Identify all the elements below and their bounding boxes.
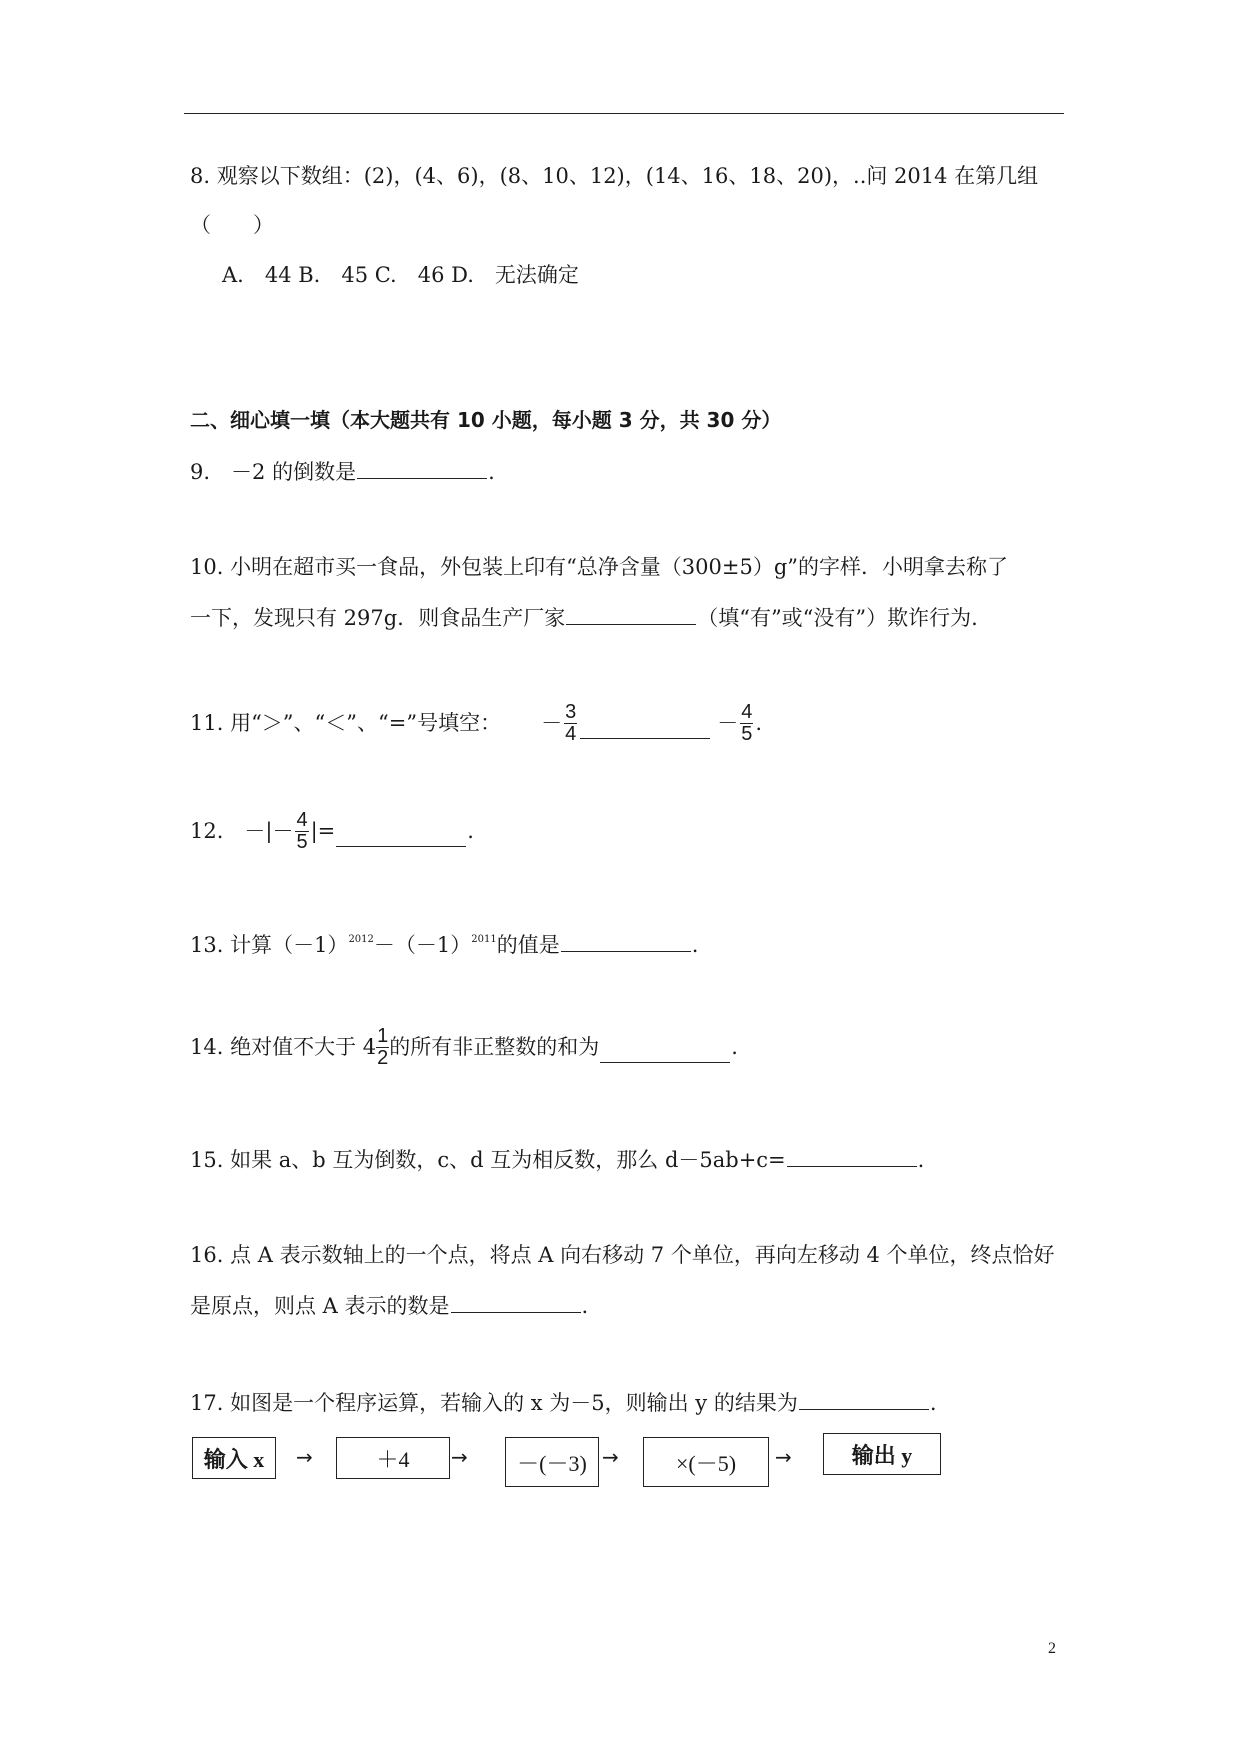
fraction (295, 810, 308, 853)
question-17-text: 17. 如图是一个程序运算，若输入的 x 为－5，则输出 y 的结果为 (190, 1391, 798, 1415)
header-rule (184, 113, 1064, 114)
question-12 (190, 802, 474, 860)
minus-sign: － (541, 711, 563, 735)
question-13-after: 的值是 (496, 933, 560, 957)
question-10-line-1: 10. 小明在超市买一食品，外包装上印有“总净含量（300±5）g”的字样．小明拿去称了 (190, 555, 1009, 579)
question-16-end: . (581, 1294, 589, 1318)
question-8-text: 8. 观察以下数组：(2)，(4、6)，(8、10、12)，(14、16、18、20)，..问 2014 在第几组 (190, 164, 1039, 188)
question-15-text: 15. 如果 a、b 互为倒数，c、d 互为相反数，那么 d－5ab+c= (190, 1148, 786, 1172)
answer-blank[interactable] (799, 1387, 929, 1410)
answer-blank[interactable] (566, 602, 696, 625)
question-10-line-2 (190, 602, 978, 632)
minus-sign: － (717, 711, 739, 735)
page-number: 2 (1048, 1640, 1056, 1657)
answer-blank[interactable] (451, 1290, 581, 1313)
fraction-numerator: 4 (741, 700, 753, 723)
fraction-numerator: 1 (377, 1024, 389, 1047)
question-15-end: . (917, 1148, 925, 1172)
arrow-icon: → (451, 1445, 468, 1469)
question-12-abs-end: |= (310, 819, 336, 843)
answer-blank[interactable] (336, 824, 466, 847)
question-13-end: . (691, 933, 699, 957)
fraction (376, 1026, 389, 1069)
question-17-end: . (929, 1391, 937, 1415)
answer-blank[interactable] (580, 716, 710, 739)
answer-blank[interactable] (357, 456, 487, 479)
flow-input-box: 输入 x (192, 1437, 276, 1479)
question-8-answer-paren: （ ） (190, 213, 274, 237)
question-9-text: 9. －2 的倒数是 (190, 460, 357, 484)
question-17 (190, 1387, 937, 1417)
answer-blank[interactable] (787, 1144, 917, 1167)
arrow-icon: → (296, 1445, 313, 1469)
fraction-denominator: 4 (565, 722, 577, 745)
fraction-numerator: 3 (565, 700, 577, 723)
question-8-options: A. 44 B. 45 C. 46 D. 无法确定 (222, 263, 579, 287)
question-16-text: 是原点，则点 A 表示的数是 (190, 1294, 450, 1318)
fraction-left (564, 702, 577, 745)
question-13 (190, 928, 698, 959)
question-15 (190, 1144, 924, 1174)
question-14-end: . (731, 1035, 738, 1059)
answer-blank[interactable] (600, 1040, 730, 1063)
question-13-text: 13. 计算（－1） (190, 933, 349, 957)
question-9-end: . (488, 460, 495, 484)
exponent: 2011 (471, 934, 497, 945)
question-10-text: 一下，发现只有 297g．则食品生产厂家 (190, 606, 566, 630)
exponent: 2012 (348, 934, 374, 945)
question-10-end: （填“有”或“没有”）欺诈行为. (697, 606, 978, 630)
question-14-text: 14. 绝对值不大于 4 (190, 1035, 377, 1059)
section-2-title: 二、细心填一填（本大题共有 10 小题，每小题 3 分，共 30 分） (190, 408, 782, 432)
question-13-mid: －（－1） (373, 933, 472, 957)
question-11-end: . (755, 711, 763, 735)
fraction-denominator: 5 (296, 830, 308, 853)
question-16-line-2 (190, 1290, 588, 1320)
flow-subtract-box: －(－3) (505, 1437, 599, 1487)
fraction-denominator: 2 (377, 1046, 389, 1069)
question-16-line-1: 16. 点 A 表示数轴上的一个点，将点 A 向右移动 7 个单位，再向左移动 4 个单位，终点恰好 (190, 1243, 1055, 1267)
answer-blank[interactable] (561, 929, 691, 952)
flow-add-box: ＋4 (336, 1437, 450, 1479)
question-12-end: . (467, 819, 474, 843)
question-14 (190, 1018, 738, 1076)
fraction-denominator: 5 (741, 722, 753, 745)
arrow-icon: → (602, 1445, 619, 1469)
flow-multiply-box: ×(－5) (643, 1437, 769, 1487)
question-11-text: 11. 用“＞”、“＜”、“=”号填空： (190, 711, 502, 735)
fraction-right (740, 702, 753, 745)
question-9 (190, 456, 495, 486)
question-11 (190, 694, 762, 752)
question-14-after: 的所有非正整数的和为 (389, 1035, 600, 1059)
fraction-numerator: 4 (296, 808, 308, 831)
arrow-icon: → (775, 1445, 792, 1469)
question-12-text: 12. －|－ (190, 819, 294, 843)
flow-output-box: 输出 y (823, 1433, 941, 1475)
